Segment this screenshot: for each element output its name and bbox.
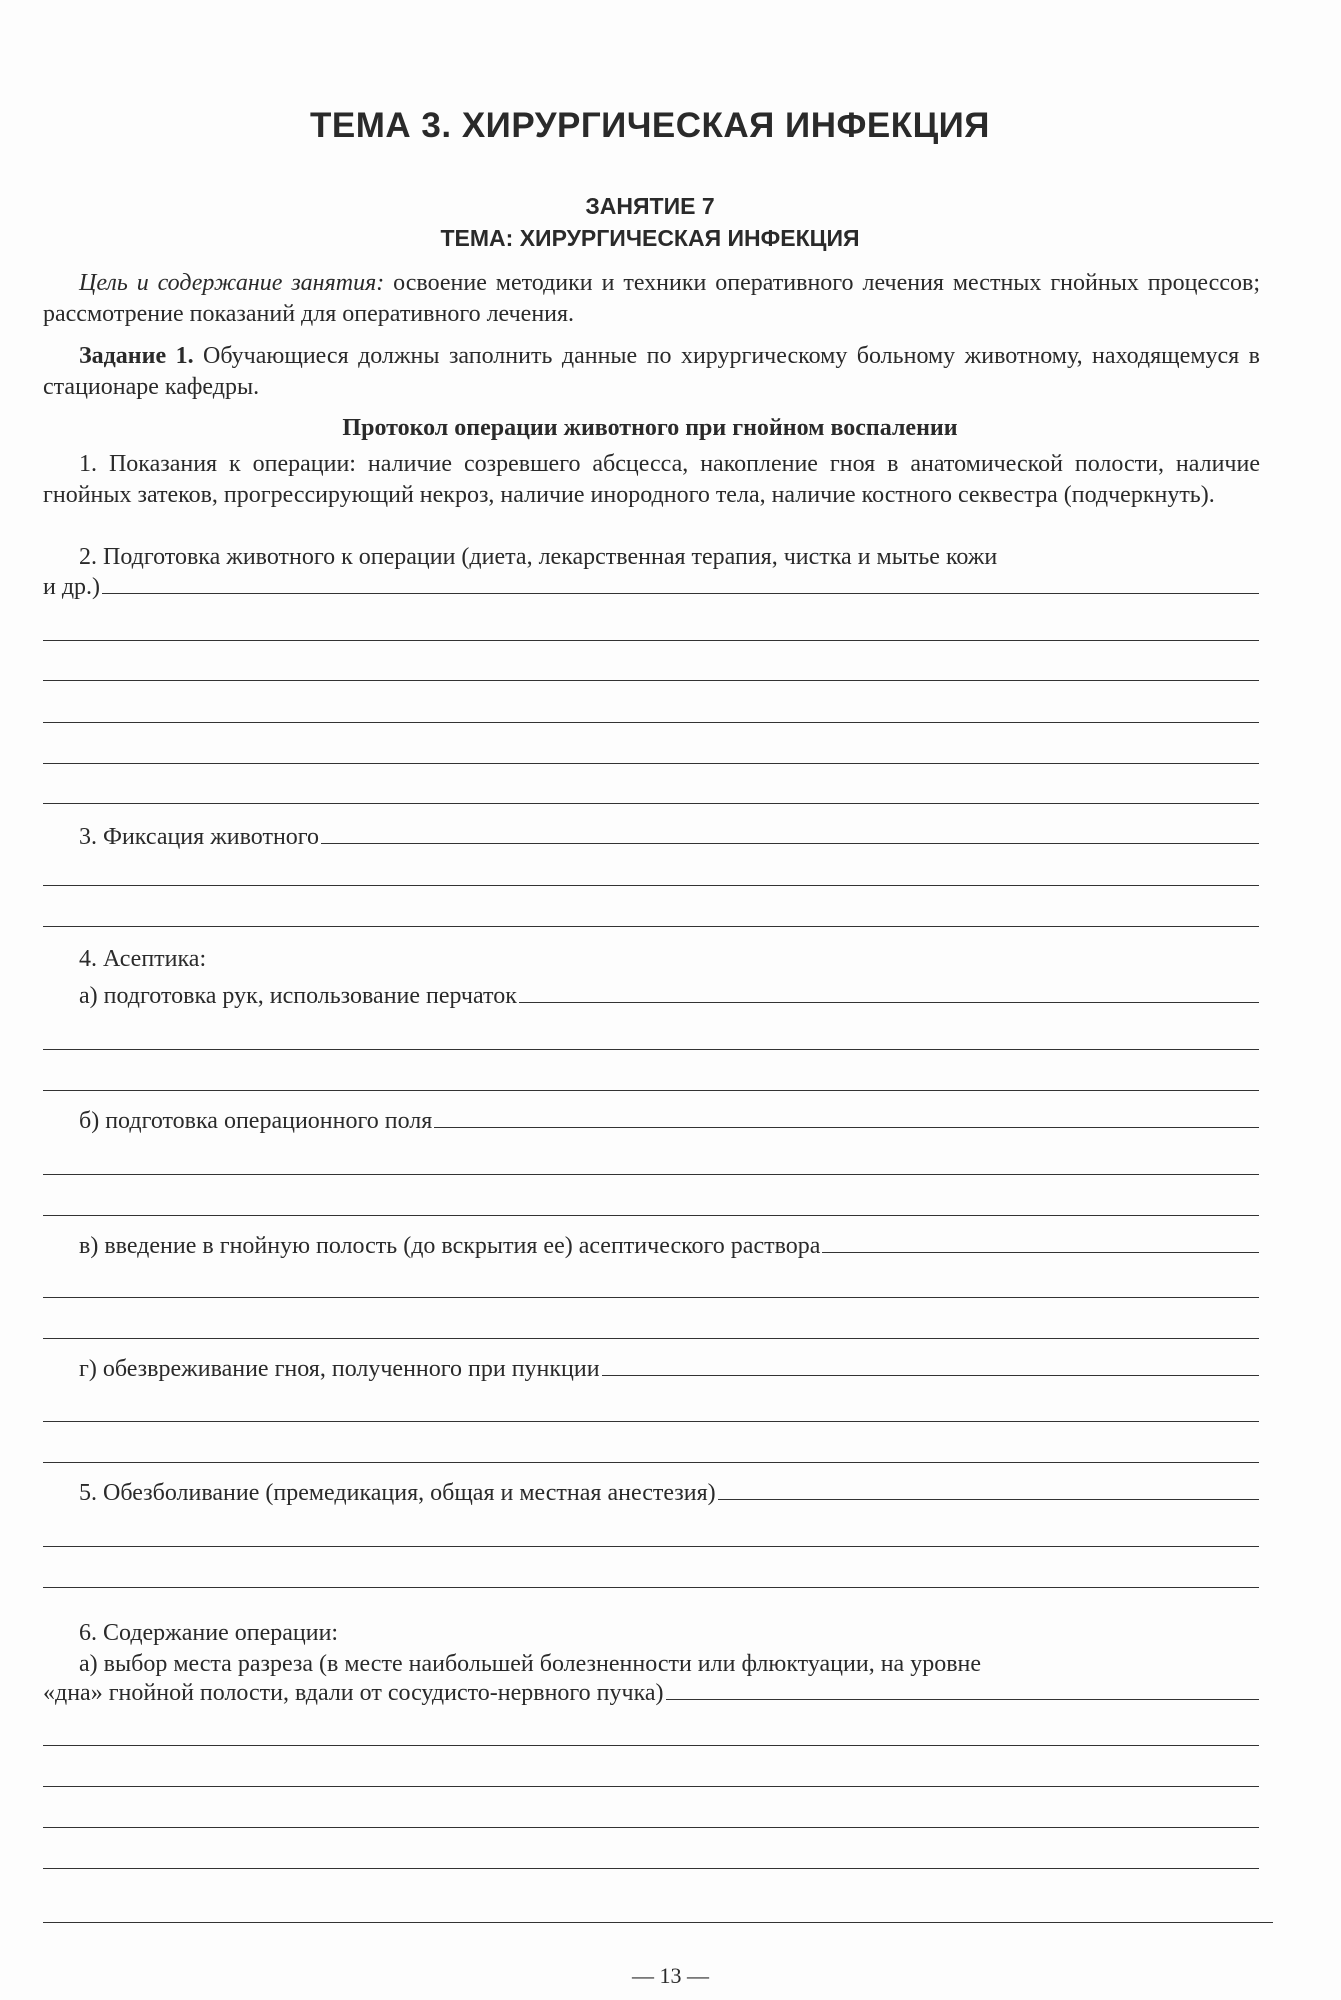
item-6a-incision-site: а) выбор места разреза (в месте наибольшей болезненности или флюктуации, на уровне — [79, 1651, 982, 1677]
blank-line[interactable] — [43, 1090, 1259, 1091]
blank-line[interactable] — [43, 803, 1259, 804]
lesson-number: ЗАНЯТИЕ 7 — [585, 193, 715, 219]
item-4c-fill-field[interactable] — [43, 1232, 1259, 1260]
blank-line[interactable] — [43, 1786, 1259, 1787]
goal-text: освоение методики и техники оперативного лечения местных гнойных процессов; рассмотрение показаний для оперативного лечения. — [43, 270, 1260, 327]
blank-line[interactable] — [43, 1049, 1259, 1050]
item-4a-fill-field[interactable] — [43, 982, 1259, 1010]
goal-paragraph — [43, 268, 1260, 330]
item-2-fill-field[interactable] — [43, 573, 1259, 601]
item-2-preparation: 2. Подготовка животного к операции (диета, лекарственная терапия, чистка и мытье кожи — [79, 544, 998, 570]
item-3-fixation: 3. Фиксация животного — [79, 824, 320, 850]
blank-line[interactable] — [43, 640, 1259, 641]
blank-line[interactable] — [43, 1868, 1259, 1869]
item-4a-hands: а) подготовка рук, использование перчаток — [79, 983, 517, 1009]
blank-line[interactable] — [43, 1587, 1259, 1588]
blank-line[interactable] — [43, 1922, 1273, 1923]
blank-line[interactable] — [43, 722, 1259, 723]
lesson-topic: ТЕМА: ХИРУРГИЧЕСКАЯ ИНФЕКЦИЯ — [440, 225, 860, 251]
blank-line[interactable] — [43, 1338, 1259, 1339]
blank-line[interactable] — [43, 763, 1259, 764]
goal-label: Цель и содержание занятия: — [79, 270, 385, 296]
page-number: — 13 — — [632, 1963, 709, 1988]
blank-line[interactable] — [43, 1297, 1259, 1298]
blank-line[interactable] — [43, 1745, 1259, 1746]
item-4-asepsis: 4. Асептика: — [79, 946, 207, 972]
item-4b-fill-field[interactable] — [43, 1107, 1259, 1135]
protocol-title: Протокол операции животного при гнойном воспалении — [342, 415, 958, 441]
item-4c-aseptic-solution: в) введение в гнойную полость (до вскрытия ее) асептического раствора — [79, 1233, 821, 1259]
item-4b-operative-field: б) подготовка операционного поля — [79, 1108, 433, 1134]
blank-line[interactable] — [43, 1546, 1259, 1547]
item-4d-fill-field[interactable] — [43, 1355, 1259, 1383]
item-5-anesthesia: 5. Обезболивание (премедикация, общая и местная анестезия) — [79, 1480, 716, 1506]
task-paragraph — [43, 341, 1260, 403]
topic-title: ТЕМА 3. ХИРУРГИЧЕСКАЯ ИНФЕКЦИЯ — [310, 106, 990, 145]
blank-line[interactable] — [43, 1174, 1259, 1175]
blank-line[interactable] — [43, 926, 1259, 927]
task-label: Задание 1. — [79, 343, 194, 369]
item-4d-pus-neutralization: г) обезвреживание гноя, полученного при пункции — [79, 1356, 600, 1382]
blank-line[interactable] — [43, 1827, 1259, 1828]
item-6-operation-content: 6. Содержание операции: — [79, 1620, 339, 1646]
blank-line[interactable] — [43, 1215, 1259, 1216]
item-2-continuation: и др.) — [43, 574, 101, 600]
item-6a-fill-field[interactable] — [43, 1679, 1259, 1707]
blank-line[interactable] — [43, 885, 1259, 886]
item-6a-continuation: «дна» гнойной полости, вдали от сосудисто-нервного пучка) — [43, 1680, 664, 1706]
blank-line[interactable] — [43, 1462, 1259, 1463]
item-3-fill-field[interactable] — [43, 823, 1259, 851]
blank-line[interactable] — [43, 680, 1259, 681]
item-5-fill-field[interactable] — [43, 1479, 1259, 1507]
task-text: Обучающиеся должны заполнить данные по хирургическому больному животному, находящемуся в стационаре кафедры. — [43, 343, 1260, 400]
item-1-indications: 1. Показания к операции: наличие созревшего абсцесса, накопление гноя в анатомической полости, наличие гнойных затеков, прогрессирующий некроз, наличие инородного тела, наличие костного секвестра (подчеркнуть). — [43, 451, 1260, 508]
blank-line[interactable] — [43, 1421, 1259, 1422]
